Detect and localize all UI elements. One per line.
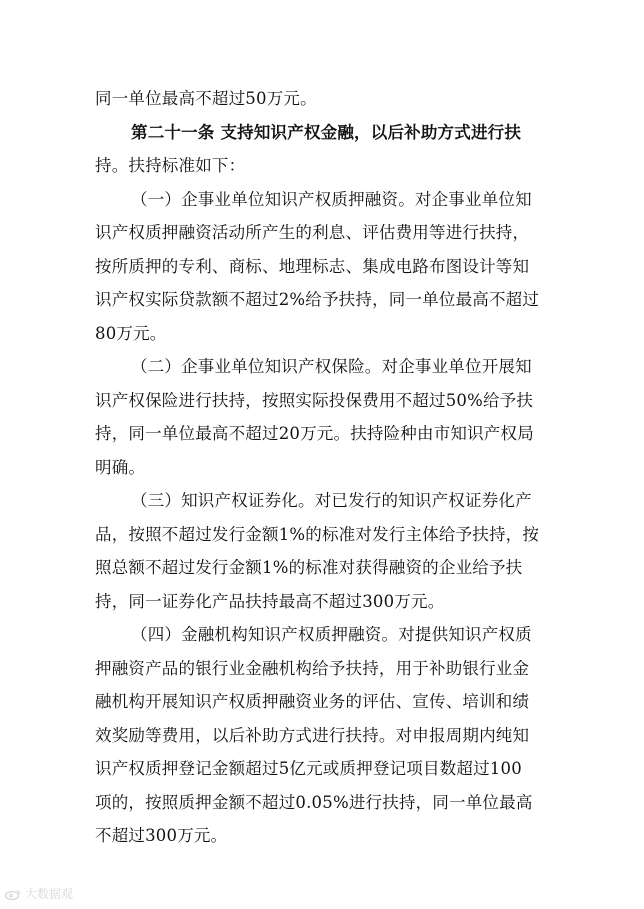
- text-line: 融机构开展知识产权质押融资业务的评估、宣传、培训和绩: [95, 692, 530, 711]
- text-line: 持。扶持标准如下：: [95, 156, 246, 175]
- watermark-text: 大数据观: [25, 887, 74, 901]
- text-line: 明确。: [95, 457, 146, 477]
- text-line: 同一单位最高不超过50万元。: [95, 89, 317, 108]
- text-line: 识产权质押登记金额超过5亿元或质押登记项目数超过100: [95, 759, 522, 778]
- document-page: [95, 82, 565, 853]
- text-line: 按所质押的专利、商标、地理标志、集成电路布图设计等知: [95, 256, 530, 276]
- section-heading-line: （二）企事业单位知识产权保险。对企事业单位开展知: [131, 357, 532, 376]
- text-line: 识产权实际贷款额不超过2%给予扶持，同一单位最高不超过: [95, 290, 540, 309]
- text-line: 不超过300万元。: [95, 826, 228, 845]
- text-line: 识产权保险进行扶持，按照实际投保费用不超过50%给予扶: [95, 390, 534, 410]
- weibo-logo-icon: [4, 888, 22, 900]
- text-line: 押融资产品的银行业金融机构给予扶持，用于补助银行业金: [95, 658, 530, 678]
- watermark: [4, 885, 73, 902]
- text-line: 照总额不超过发行金额1%的标准对获得融资的企业给予扶: [95, 558, 523, 577]
- text-line: 80万元。: [95, 323, 167, 343]
- text-line: 识产权质押融资活动所产生的利息、评估费用等进行扶持，: [95, 223, 530, 242]
- text-line: 项的，按照质押金额不超过0.05%进行扶持，同一单位最高: [95, 792, 533, 812]
- section-heading-line: （四）金融机构知识产权质押融资。对提供知识产权质: [131, 625, 532, 644]
- text-line: 效奖励等费用，以后补助方式进行扶持。对申报周期内纯知: [95, 725, 530, 745]
- article-heading-line: 第二十一条 支持知识产权金融，以后补助方式进行扶: [131, 122, 522, 142]
- text-line: 品，按照不超过发行金额1%的标准对发行主体给予扶持，按: [95, 524, 540, 544]
- text-line: 持，同一单位最高不超过20万元。扶持险种由市知识产权局: [95, 424, 534, 443]
- text-line: 持，同一证券化产品扶持最高不超过300万元。: [95, 591, 445, 611]
- section-heading-line: （三）知识产权证券化。对已发行的知识产权证券化产: [131, 491, 532, 510]
- section-heading-line: （一）企事业单位知识产权质押融资。对企事业单位知: [131, 189, 532, 209]
